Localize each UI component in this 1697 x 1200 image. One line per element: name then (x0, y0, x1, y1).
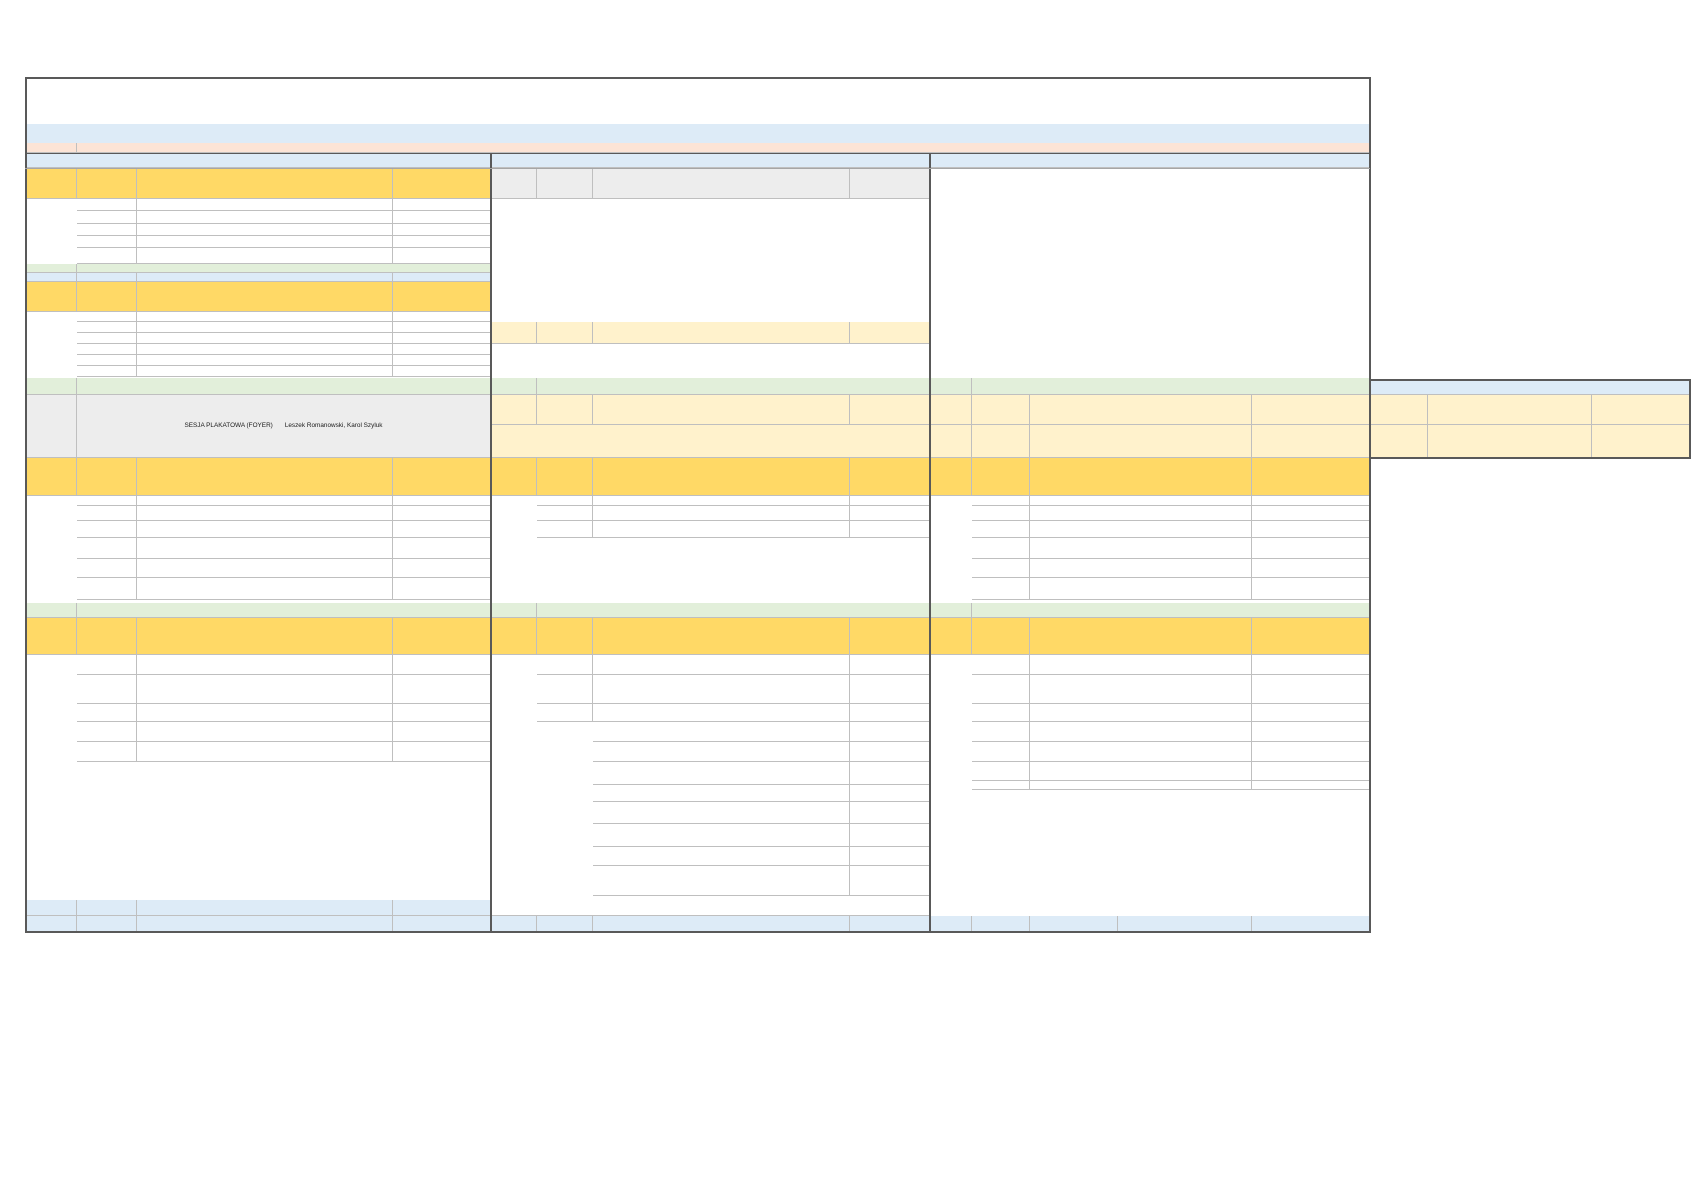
aud-talk-speaker (393, 355, 491, 366)
c-talk-title (1030, 655, 1252, 675)
aud-s1-chairs (393, 169, 491, 199)
c-talk-title (1030, 496, 1252, 506)
c-s7-time (930, 458, 972, 496)
aud-s1-title (137, 169, 393, 199)
rule (25, 931, 1370, 933)
c-s8-title (1030, 618, 1252, 655)
b-paper-title (593, 802, 850, 824)
rule (929, 153, 931, 933)
b-ws2-org (850, 395, 930, 425)
rule (25, 77, 27, 933)
b-ws1-title (593, 322, 850, 344)
aud-talk-time (77, 521, 137, 538)
aud-talk-title (137, 333, 393, 344)
a-ws2-time (1370, 425, 1428, 458)
aud-talk-time (77, 496, 137, 506)
b-ws2-title (593, 395, 850, 425)
aud-talk-speaker (393, 248, 491, 264)
c-lunch-label (972, 378, 1370, 395)
aud-talk-time (77, 742, 137, 762)
c-talk-time (972, 722, 1030, 742)
aud-talk-time (77, 655, 137, 675)
c-talk-title (1030, 675, 1252, 704)
aud-talk-speaker (393, 655, 491, 675)
c-talk-speaker (1252, 578, 1370, 600)
aud-m2-a (25, 916, 77, 932)
b-meeting-blank (593, 916, 850, 932)
c-talk-time (972, 781, 1030, 790)
aud-s2-type (77, 282, 137, 312)
c-s8-time (930, 618, 972, 655)
aud-talk-time (77, 322, 137, 333)
aud-talk-time (77, 312, 137, 322)
aud-lunch-time (25, 378, 77, 395)
room-header-aud (25, 154, 491, 168)
b-break-label (537, 603, 930, 618)
c-m-a (930, 916, 972, 932)
c-ws2-type (972, 425, 1030, 458)
c-talk-time (972, 704, 1030, 722)
c-talk-time (972, 762, 1030, 781)
b-talk-time (537, 675, 593, 704)
aud-talk-speaker (393, 333, 491, 344)
aud-opening-chairs (393, 273, 491, 282)
b-ws1-org (850, 322, 930, 344)
aud-s3-type (77, 458, 137, 496)
aud-m2-b (77, 916, 137, 932)
reg-time (25, 143, 77, 153)
c-talk-time (972, 559, 1030, 578)
aud-talk-speaker (393, 704, 491, 722)
aud-talk-title (137, 506, 393, 521)
aud-talk-title (137, 496, 393, 506)
title-line-1 (25, 78, 1370, 100)
b-exam-label (537, 169, 593, 199)
rule (490, 153, 492, 933)
b-paper-speaker (850, 866, 930, 896)
b-talk-time (537, 655, 593, 675)
b-talk-title (593, 521, 850, 538)
aud-s1-time (25, 169, 77, 199)
c-ws1-type (972, 395, 1030, 425)
room-header-b (491, 154, 930, 168)
c-talk-speaker (1252, 781, 1370, 790)
aud-talk-title (137, 355, 393, 366)
aud-talk-speaker (393, 366, 491, 377)
date-header (25, 124, 1370, 143)
aud-meeting-time (25, 900, 77, 916)
aud-talk-time (77, 355, 137, 366)
rule (1369, 77, 1371, 933)
aud-talk-speaker (393, 344, 491, 355)
aud-talk-time (77, 333, 137, 344)
c-talk-title (1030, 781, 1252, 790)
b-paper-speaker (850, 785, 930, 802)
b-s5-title (593, 458, 850, 496)
aud-talk-speaker (393, 211, 491, 224)
b-meeting-row (491, 900, 930, 916)
c-ws1-title (1030, 395, 1252, 425)
aud-talk-time (77, 199, 137, 211)
b-talk-title (593, 506, 850, 521)
aud-talk-title (137, 322, 393, 333)
aud-talk-title (137, 521, 393, 538)
b-paper-speaker (850, 722, 930, 742)
b-talk-speaker (850, 506, 930, 521)
aud-talk-title (137, 248, 393, 264)
b-ws1-time (491, 322, 537, 344)
c-m-e (1252, 916, 1370, 932)
c-talk-time (972, 578, 1030, 600)
b-s6-chairs (850, 618, 930, 655)
b-paper-speaker (850, 824, 930, 847)
c-talk-speaker (1252, 655, 1370, 675)
aud-talk-title (137, 675, 393, 704)
c-talk-title (1030, 578, 1252, 600)
aud-lunch-label (77, 378, 491, 395)
c-break-label (972, 603, 1370, 618)
b-talk-speaker (850, 655, 930, 675)
b-talk-speaker (850, 675, 930, 704)
b-paper-title (593, 866, 850, 896)
c-talk-title (1030, 704, 1252, 722)
aud-s2-title (137, 282, 393, 312)
reg-label (77, 143, 1370, 153)
b-paper-speaker (850, 742, 930, 762)
aud-poster-time (25, 395, 77, 458)
c-talk-title (1030, 722, 1252, 742)
rule (25, 168, 1370, 169)
aud-talk-title (137, 704, 393, 722)
aud-s3-chairs (393, 458, 491, 496)
aud-talk-title (137, 344, 393, 355)
c-ws2-org (1252, 425, 1370, 458)
c-talk-title (1030, 538, 1252, 559)
room-header-a (1370, 380, 1690, 395)
c-s8-type (972, 618, 1030, 655)
aud-meeting-t1 (137, 900, 393, 916)
b-talk-title (593, 496, 850, 506)
c-s7-title (1030, 458, 1252, 496)
b-talk-title (593, 655, 850, 675)
c-ws2-title (1030, 425, 1252, 458)
b-s5-chairs (850, 458, 930, 496)
b-s6-time (491, 618, 537, 655)
b-exam-org (850, 169, 930, 199)
c-talk-title (1030, 762, 1252, 781)
aud-talk-time (77, 248, 137, 264)
poster-label: SESJA PLAKATOWA (FOYER) (184, 422, 273, 430)
b-paper-speaker (850, 762, 930, 785)
aud-s4-time (25, 618, 77, 655)
title-line-2 (25, 100, 1370, 122)
c-talk-speaker (1252, 675, 1370, 704)
b-ws2-time (491, 395, 537, 425)
aud-s3-title (137, 458, 393, 496)
b-paper-title (593, 742, 850, 762)
aud-talk-speaker (393, 538, 491, 559)
b-ws2-blank (491, 425, 930, 458)
a-ws2-title (1428, 425, 1592, 458)
c-talk-speaker (1252, 496, 1370, 506)
aud-s4-chairs (393, 618, 491, 655)
aud-talk-speaker (393, 722, 491, 742)
b-lunch-label (537, 378, 930, 395)
aud-talk-speaker (393, 496, 491, 506)
b-s6-title (593, 618, 850, 655)
c-talk-time (972, 496, 1030, 506)
rule (1370, 457, 1691, 459)
c-talk-speaker (1252, 559, 1370, 578)
aud-talk-title (137, 199, 393, 211)
c-talk-speaker (1252, 722, 1370, 742)
c-m-c (1030, 916, 1118, 932)
c-s7-chairs (1252, 458, 1370, 496)
c-talk-time (972, 675, 1030, 704)
aud-talk-time (77, 704, 137, 722)
b-lunch-time (491, 378, 537, 395)
aud-talk-speaker (393, 559, 491, 578)
aud-break1-time (25, 264, 77, 273)
rule (25, 153, 1370, 154)
c-talk-title (1030, 521, 1252, 538)
c-talk-speaker (1252, 704, 1370, 722)
aud-meeting-org (393, 900, 491, 916)
aud-talk-time (77, 506, 137, 521)
aud-talk-title (137, 578, 393, 600)
aud-talk-title (137, 559, 393, 578)
b-ws1-type (537, 322, 593, 344)
b-meeting-blank2 (850, 916, 930, 932)
c-ws1-time (930, 395, 972, 425)
c-talk-title (1030, 742, 1252, 762)
c-talk-speaker (1252, 521, 1370, 538)
c-m-b (972, 916, 1030, 932)
c-s8-chairs (1252, 618, 1370, 655)
aud-talk-speaker (393, 506, 491, 521)
b-ws2-type (537, 395, 593, 425)
aud-talk-title (137, 224, 393, 236)
aud-talk-title (137, 211, 393, 224)
c-talk-speaker (1252, 538, 1370, 559)
b-paper-title (593, 847, 850, 866)
aud-talk-speaker (393, 322, 491, 333)
aud-talk-time (77, 722, 137, 742)
b-talk-speaker (850, 704, 930, 722)
c-talk-time (972, 506, 1030, 521)
aud-talk-speaker (393, 521, 491, 538)
aud-talk-time (77, 224, 137, 236)
c-talk-title (1030, 559, 1252, 578)
b-talk-speaker (850, 521, 930, 538)
aud-talk-speaker (393, 199, 491, 211)
b-paper-title (593, 722, 850, 742)
aud-talk-speaker (393, 224, 491, 236)
b-s5-type (537, 458, 593, 496)
a-ws1-org (1592, 395, 1690, 425)
c-ws2-time (930, 425, 972, 458)
c-talk-time (972, 538, 1030, 559)
b-talk-time (537, 496, 593, 506)
b-exam-time (491, 169, 537, 199)
c-m-d (1118, 916, 1252, 932)
aud-talk-time (77, 538, 137, 559)
aud-talk-time (77, 675, 137, 704)
aud-talk-title (137, 236, 393, 248)
room-header-c (930, 154, 1370, 168)
b-meeting-label (537, 916, 593, 932)
b-paper-speaker (850, 847, 930, 866)
aud-s4-title (137, 618, 393, 655)
aud-opening-label (77, 273, 137, 282)
rule (25, 77, 1370, 79)
b-talk-time (537, 506, 593, 521)
c-talk-time (972, 655, 1030, 675)
c-ws1-org (1252, 395, 1370, 425)
aud-s2-time (25, 282, 77, 312)
c-talk-speaker (1252, 506, 1370, 521)
aud-s4-type (77, 618, 137, 655)
a-ws1-time (1370, 395, 1428, 425)
aud-talk-time (77, 578, 137, 600)
poster-chairs: Leszek Romanowski, Karol Szyluk (284, 422, 383, 430)
aud-talk-title (137, 538, 393, 559)
c-break-time (930, 603, 972, 618)
b-exam-blank (593, 169, 850, 199)
b-paper-title (593, 824, 850, 847)
aud-break2-label (77, 603, 491, 618)
b-paper-title (593, 785, 850, 802)
aud-talk-title (137, 655, 393, 675)
a-ws1-title (1428, 395, 1592, 425)
b-s6-type (537, 618, 593, 655)
aud-talk-title (137, 312, 393, 322)
c-talk-time (972, 742, 1030, 762)
aud-talk-time (77, 344, 137, 355)
aud-opening-time (25, 273, 77, 282)
b-break-time (491, 603, 537, 618)
aud-m2-d (393, 916, 491, 932)
c-lunch-time (930, 378, 972, 395)
rule (1370, 379, 1691, 381)
aud-talk-speaker (393, 675, 491, 704)
b-talk-title (593, 675, 850, 704)
b-paper-title (593, 762, 850, 785)
b-talk-title (593, 704, 850, 722)
c-talk-time (972, 521, 1030, 538)
b-talk-time (537, 521, 593, 538)
b-s5-time (491, 458, 537, 496)
aud-talk-speaker (393, 578, 491, 600)
aud-talk-time (77, 559, 137, 578)
aud-break1-label (77, 264, 491, 273)
aud-talk-time (77, 236, 137, 248)
aud-opening-blank (137, 273, 393, 282)
rule (1689, 379, 1691, 459)
aud-talk-time (77, 366, 137, 377)
aud-talk-speaker (393, 236, 491, 248)
c-talk-title (1030, 506, 1252, 521)
b-talk-speaker (850, 496, 930, 506)
aud-talk-time (77, 211, 137, 224)
aud-s3-time (25, 458, 77, 496)
aud-break2-time (25, 603, 77, 618)
b-talk-time (537, 704, 593, 722)
aud-meeting-label (77, 900, 137, 916)
c-talk-speaker (1252, 762, 1370, 781)
aud-talk-title (137, 742, 393, 762)
b-paper-speaker (850, 802, 930, 824)
aud-s1-type (77, 169, 137, 199)
c-talk-speaker (1252, 742, 1370, 762)
aud-s2-chairs (393, 282, 491, 312)
b-meeting-time (491, 916, 537, 932)
a-ws2-org (1592, 425, 1690, 458)
aud-talk-title (137, 366, 393, 377)
c-s7-type (972, 458, 1030, 496)
aud-talk-title (137, 722, 393, 742)
aud-talk-speaker (393, 312, 491, 322)
aud-poster (77, 395, 491, 458)
aud-meeting-t2 (137, 916, 393, 932)
aud-talk-speaker (393, 742, 491, 762)
